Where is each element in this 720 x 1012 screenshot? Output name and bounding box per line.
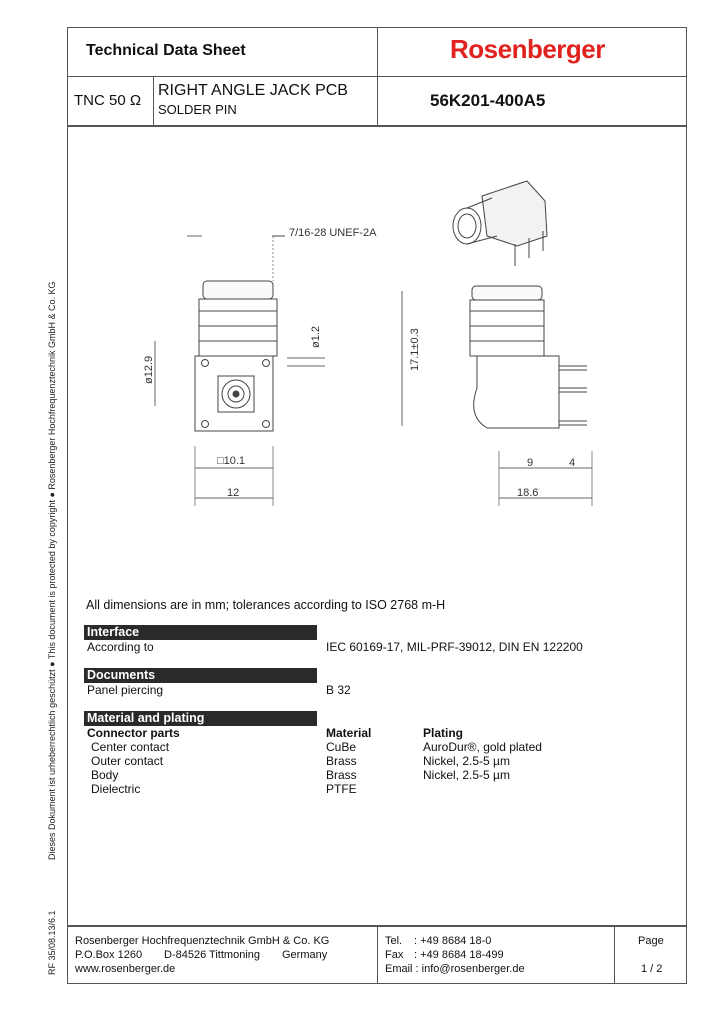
dim-diameter-1-2: ø1.2 [310,325,322,348]
connector-type [74,92,141,109]
footer-website: www.rosenberger.de [75,963,176,975]
header-type-divider [153,76,154,126]
material-row-material: Brass [326,768,357,782]
material-row-material: PTFE [326,782,357,796]
technical-drawing [67,126,687,516]
col-plating: Plating [423,726,464,740]
footer-fax-label: Fax [385,949,404,961]
copyright-note: Dieses Dokument ist urheberrechtlich geschützt ● This document is protected by copyright ● Rosenberger Hochfrequenztechnik GmbH & Co. KG [47,281,57,860]
footer-divider-2 [614,926,615,984]
footer-divider-1 [377,926,378,984]
front-view [195,281,277,431]
connector-type-text: TNC 50 [74,92,126,109]
footer-tel: : +49 8684 18-0 [414,935,492,947]
dimensions-note: All dimensions are in mm; tolerances according to ISO 2768 m-H [86,598,446,612]
col-material: Material [326,726,372,740]
footer-country: Germany [282,949,328,961]
documents-label: Panel piercing [87,683,164,697]
footer-company: Rosenberger Hochfrequenztechnik GmbH & Co. KG [75,935,330,947]
dim-4: 4 [569,457,576,469]
material-row-plating: AuroDur®, gold plated [423,740,542,754]
documents-heading: Documents [84,668,317,683]
col-connector-parts: Connector parts [87,726,180,740]
material-row-material: CuBe [326,740,357,754]
material-row-part: Center contact [91,740,170,754]
side-view [470,286,587,428]
footer-city: D-84526 Tittmoning [164,949,260,961]
dim-overall-18-6: 18.6 [517,487,539,499]
dim-width-12: 12 [227,487,240,499]
description-line-1: RIGHT ANGLE JACK PCB [158,82,348,99]
isometric-sketch [453,181,547,266]
material-row-part: Body [91,768,119,782]
header-center-divider [377,27,378,126]
material-row-part: Outer contact [91,754,164,768]
material-row-part: Dielectric [91,782,141,796]
interface-value: IEC 60169-17, MIL-PRF-39012, DIN EN 122200 [326,640,583,654]
dim-square-10-1: □10.1 [217,455,246,467]
footer-tel-label: Tel. [385,935,403,947]
material-row-material: Brass [326,754,357,768]
footer-email: Email : info@rosenberger.de [385,963,525,975]
footer-page-value: 1 / 2 [641,963,663,975]
omega-symbol: Ω [129,92,142,109]
dim-height-17-1: 17.1±0.3 [409,328,421,371]
dim-diameter-12-9: ø12.9 [143,355,155,384]
footer-page-label: Page [638,935,664,947]
part-number: 56K201-400A5 [430,91,546,110]
brand-logo: Rosenberger [450,34,605,64]
description-line-2: SOLDER PIN [158,102,237,117]
dim-9: 9 [527,457,534,469]
material-row-plating: Nickel, 2.5-5 µm [423,768,510,782]
interface-heading: Interface [84,625,317,640]
material-row-plating: Nickel, 2.5-5 µm [423,754,510,768]
thread-label: 7/16-28 UNEF-2A [289,227,377,239]
form-code: RF 35/08.13/6.1 [47,910,57,975]
material-heading: Material and plating [84,711,317,726]
interface-label: According to [87,640,154,654]
footer-fax: : +49 8684 18-499 [414,949,504,961]
footer-pobox: P.O.Box 1260 [75,949,143,961]
documents-value: B 32 [326,683,351,697]
document-title: Technical Data Sheet [86,42,246,59]
